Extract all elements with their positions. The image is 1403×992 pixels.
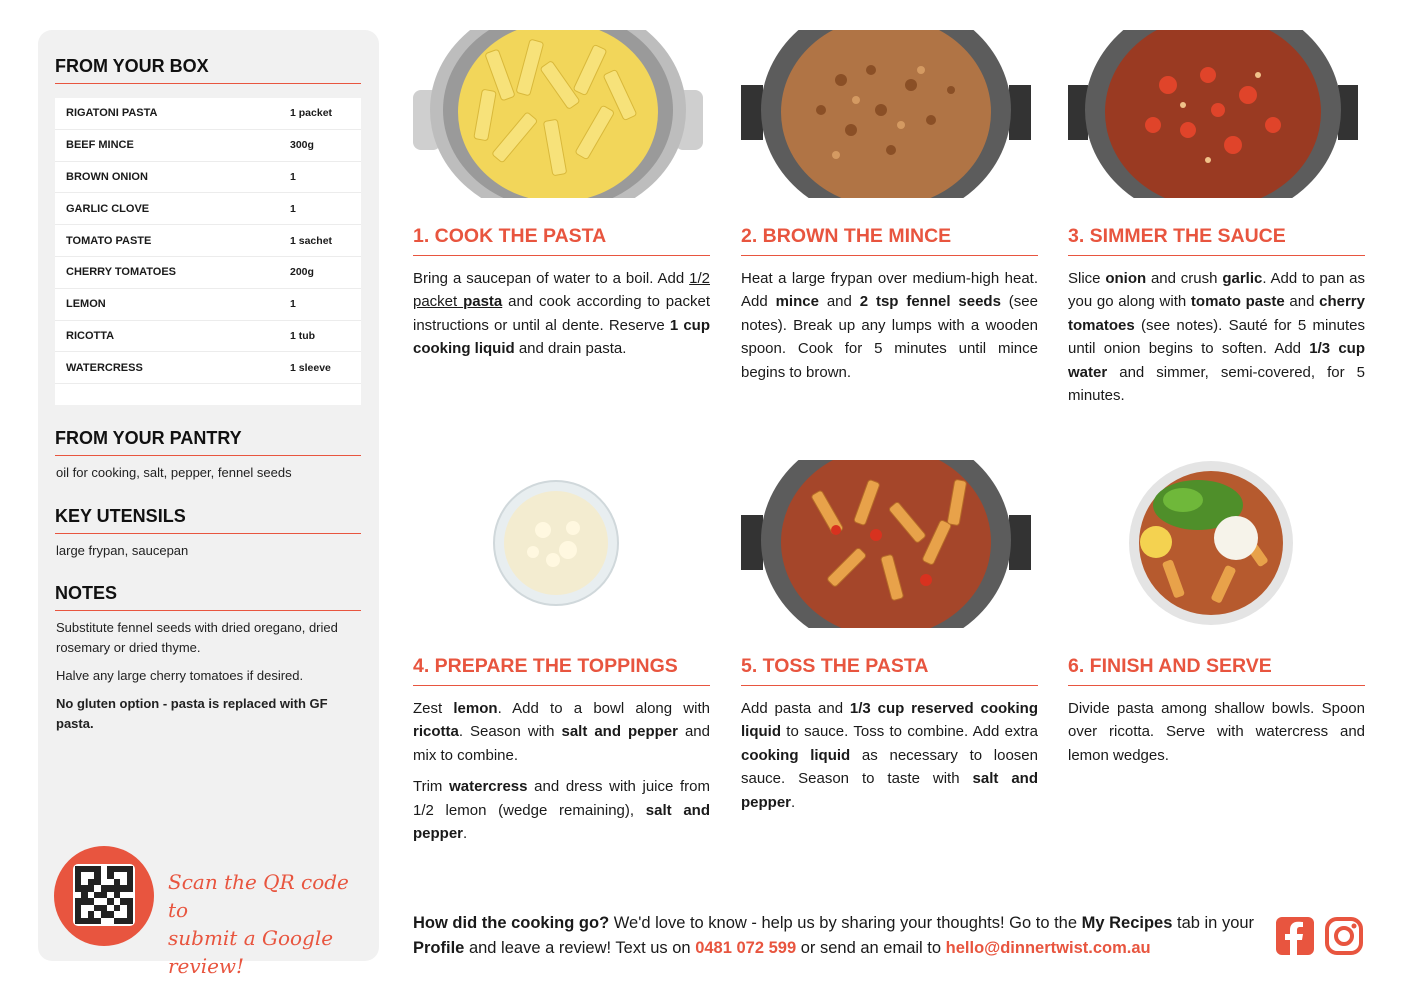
table-row: BEEF MINCE 300g: [55, 130, 361, 162]
finished-dish-image: [1068, 460, 1358, 628]
table-row: TOMATO PASTE 1 sachet: [55, 225, 361, 257]
table-row: CHERRY TOMATOES 200g: [55, 257, 361, 289]
table-row: WATERCRESS 1 sleeve: [55, 352, 361, 384]
table-row: RIGATONI PASTA 1 packet: [55, 98, 361, 130]
step-3-title: 3. SIMMER THE SAUCE: [1068, 225, 1365, 256]
email-link[interactable]: hello@dinnertwist.com.au: [945, 939, 1151, 957]
utensils-title: KEY UTENSILS: [55, 506, 361, 534]
step-5-body: Add pasta and 1/3 cup reserved cooking liquid to sauce. Toss to combine. Add extra cooking liquid as necessary to loosen sauce. Season to taste with salt and pepper.: [741, 700, 1038, 811]
feedback-footer: How did the cooking go? We'd love to know - help us by sharing your thoughts! Go to the My Recipes tab in your Profile and leave a review! Text us on 0481 072 599 or send an email to hello@dinnertwist.com.au: [413, 914, 1255, 957]
step-4-title: 4. PREPARE THE TOPPINGS: [413, 655, 710, 686]
step-3-body: Slice onion and crush garlic. Add to pan as you go along with tomato paste and cherry tomatoes (see notes). Sauté for 5 minutes until onion begins to soften. Add 1/3 cup water and simmer, semi-covered, for 5 minutes.: [1068, 270, 1366, 405]
facebook-icon[interactable]: [1276, 917, 1314, 955]
step-6-title: 6. FINISH AND SERVE: [1068, 655, 1365, 686]
pasta-pot-image: [413, 30, 703, 198]
table-row: GARLIC CLOVE 1: [55, 193, 361, 225]
tossed-pasta-image: [741, 460, 1031, 628]
qr-code-icon[interactable]: [73, 864, 135, 926]
table-row: RICOTTA 1 tub: [55, 321, 361, 353]
step-1-body: Bring a saucepan of water to a boil. Add 1/2 packet pasta and cook according to packet instructions or until al dente. Reserve 1 cup cooking liquid and drain pasta.: [413, 270, 710, 358]
qr-badge[interactable]: [54, 846, 154, 946]
instagram-icon[interactable]: [1325, 917, 1363, 955]
ingredients-table: [55, 98, 361, 405]
step-2-body: Heat a large frypan over medium-high heat. Add mince and 2 tsp fennel seeds (see notes). Break up any lumps with a wooden spoon. Cook for 5 minutes until mince begins to brown.: [741, 270, 1038, 381]
table-row: LEMON 1: [55, 289, 361, 321]
notes-text: Substitute fennel seeds with dried oregano, dried rosemary or dried thyme. Halve any large cherry tomatoes if desired. No gluten option - pasta is replaced with GF pasta.: [56, 620, 338, 731]
pantry-title: FROM YOUR PANTRY: [55, 428, 361, 456]
step-5-title: 5. TOSS THE PASTA: [741, 655, 1038, 686]
step-1-title: 1. COOK THE PASTA: [413, 225, 710, 256]
table-row: BROWN ONION 1: [55, 162, 361, 194]
qr-caption: Scan the QR code to submit a Google review!: [168, 870, 349, 978]
step-6-body: Divide pasta among shallow bowls. Spoon over ricotta. Serve with watercress and lemon wedges.: [1068, 700, 1365, 764]
ricotta-bowl-image: [413, 460, 703, 628]
utensils-text: large frypan, saucepan: [56, 543, 189, 558]
box-title: FROM YOUR BOX: [55, 56, 361, 84]
step-2-title: 2. BROWN THE MINCE: [741, 225, 1038, 256]
mince-pan-image: [741, 30, 1031, 198]
sidebar: [38, 30, 379, 978]
notes-title: NOTES: [55, 583, 361, 611]
sauce-pan-image: [1068, 30, 1358, 198]
pantry-text: oil for cooking, salt, pepper, fennel seeds: [56, 465, 292, 480]
step-4-body: Zest lemon. Add to a bowl along with ricotta. Season with salt and pepper and mix to combine. Trim watercress and dress with juice from 1/2 lemon (wedge remaining), salt and pepper.: [413, 700, 710, 843]
phone-link[interactable]: 0481 072 599: [695, 939, 797, 957]
